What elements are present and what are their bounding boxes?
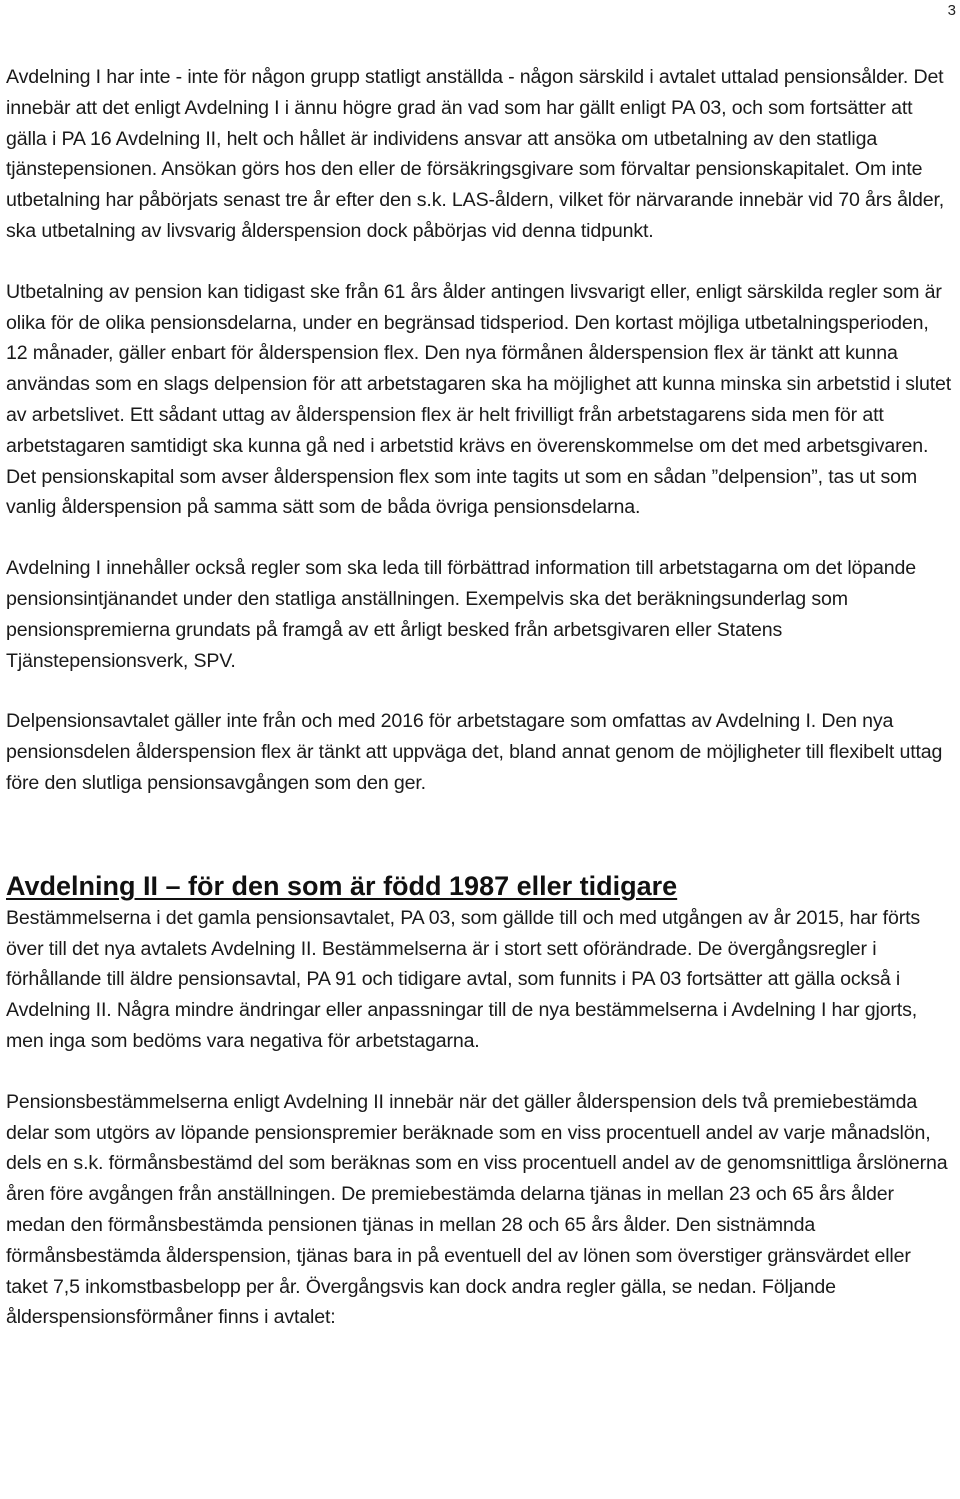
paragraph-pension-rules: Pensionsbestämmelserna enligt Avdelning II innebär när det gäller ålderspension dels två premiebestämda delar som utgörs av löpande pensionspremier beräknade som en viss procentuell andel av varje månadslön, dels en s.k. förmånsbestämd del som beräknas som en viss procentuell andel av de genomsnittliga årslönerna åren före avgången från anställningen. De premiebestämda delarna tjänas in mellan 23 och 65 års ålder medan den förmånsbestämda pensionen tjänas in mellan 28 och 65 års ålder. Den sistnämnda förmånsbestämda ålderspension, tjänas bara in på eventuell del av lönen som överstiger gränsvärdet eller taket 7,5 inkomstbasbelopp per år. Övergångsvis kan dock andra regler gälla, se nedan. Följande ålderspensionsförmåner finns i avtalet: <box>6 1090 948 1329</box>
section-heading: Avdelning II – för den som är född 1987 eller tidigare <box>6 870 678 901</box>
paragraph-delpension: Delpensionsavtalet gäller inte från och med 2016 för arbetstagare som omfattas av Avdelning I. Den nya pensionsdelen ålderspension flex är tänkt att uppväga det, bland annat genom de möjligheter till flexibelt uttag före den slutliga pensionsavgången som den ger. <box>6 710 943 794</box>
paragraph-information: Avdelning I innehåller också regler som ska leda till förbättrad information till arbetstagarna om det löpande pensionsintjänandet under den statliga anställningen. Exempelvis ska det beräkningsunderlag som pensionspremierna grundats på framgå av ett årligt besked från arbetsgivaren eller Statens Tjänstepensionsverk, SPV. <box>6 557 917 672</box>
document-body <box>6 62 954 1333</box>
paragraph-payout-flex: Utbetalning av pension kan tidigast ske från 61 års ålder antingen livsvarigt eller, enligt särskilda regler som är olika för de olika pensionsdelarna, under en begränsad tidsperiod. Den kortast möjliga utbetalningsperioden, 12 månader, gäller enbart för ålderspension flex. Den nya förmånen ålderspension flex är tänkt att kunna användas som en slags delpension för att arbetstagaren ska ha möjlighet att kunna minska sin arbetstid i slutet av arbetslivet. Ett sådant uttag av ålderspension flex är helt frivilligt från arbetstagarens sida men för att arbetstagaren samtidigt ska kunna gå ned i arbetstid krävs en överenskommelse om det med arbetsgivaren. Det pensionskapital som avser ålderspension flex som inte tagits ut som en sådan ”delpension”, tas ut som vanlig ålderspension på samma sätt som de båda övriga pensionsdelarna. <box>6 280 952 519</box>
paragraph-avdelning-ii: Bestämmelserna i det gamla pensionsavtalet, PA 03, som gällde till och med utgången av år 2015, har förts över till det nya avtalets Avdelning II. Bestämmelserna är i stort sett oförändrade. De övergångsregler i förhållande till äldre pensionsavtal, PA 91 och tidigare avtal, som funnits i PA 03 fortsätter att gälla också i Avdelning II. Några mindre ändringar eller anpassningar till de nya bestämmelserna i Avdelning I har gjorts, men inga som bedöms vara negativa för arbetstagarna. <box>6 906 921 1052</box>
page-number: 3 <box>947 2 956 19</box>
paragraph-pension-age: Avdelning I har inte - inte för någon grupp statligt anställda - någon särskild i avtalet uttalad pensionsålder. Det innebär att det enligt Avdelning I i ännu högre grad än vad som har gällt enligt PA 03, och som fortsätter att gälla i PA 16 Avdelning II, helt och hållet är individens ansvar att ansöka om utbetalning av den statliga tjänstepensionen. Ansökan görs hos den eller de försäkringsgivare som förvaltar pensionskapitalet. Om inte utbetalning har påbörjats senast tre år efter den s.k. LAS-åldern, vilket för närvarande innebär vid 70 års ålder, ska utbetalning av livsvarig ålderspension dock påbörjas vid denna tidpunkt. <box>6 66 945 242</box>
